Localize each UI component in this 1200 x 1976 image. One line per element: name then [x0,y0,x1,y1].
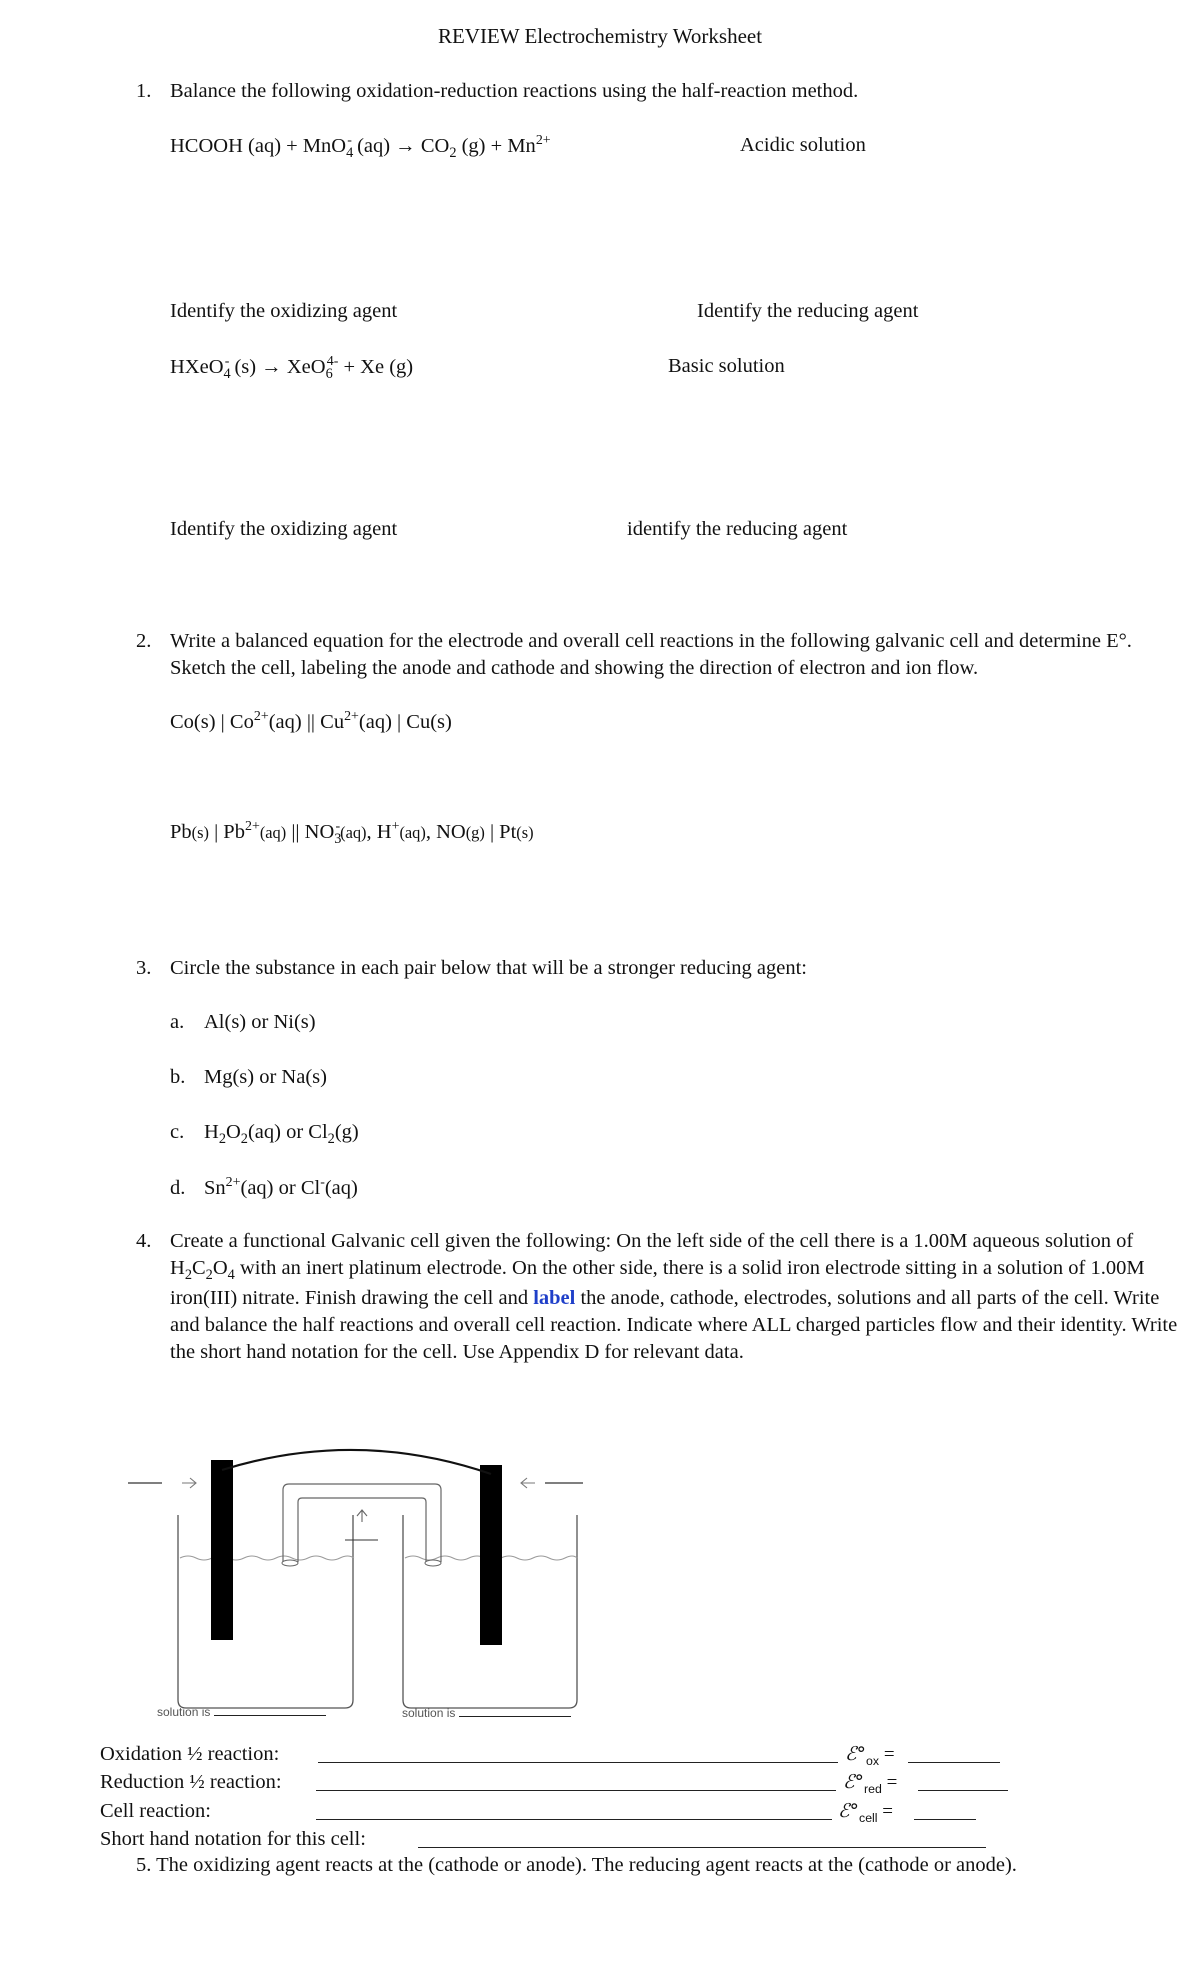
q3-prompt: 3. Circle the substance in each pair below that will be a stronger reducing agent: [136,957,807,979]
q2-prompt: Write a balanced equation for the electrode and overall cell reactions in the following galvanic cell and determine E°. Sketch the cell, labeling the anode and cathode and showing the direction of electron and ion flow. [170,630,1132,680]
galvanic-cell-diagram [120,1440,600,1725]
cell-reaction-line[interactable] [316,1819,832,1820]
right-arrow [521,1478,535,1488]
q1-prompt: 1. Balance the following oxidation-reduction reactions using the half-reaction method. [136,78,858,105]
page-title: REVIEW Electrochemistry Worksheet [437,24,763,48]
q1-reaction-a-condition: Acidic solution [740,134,866,156]
q3-item-d: d. $Sn^{2+}(aq)$ or Cl-(aq) [170,1175,358,1199]
shorthand-notation-label: Short hand notation for this cell: [100,1828,366,1850]
solution-right-label: solution is [402,1706,571,1722]
q2-number: 2. [136,630,152,652]
q2-cell-1: Co(s) | $Co^{2+}(aq)$ || $Cu^{2+}(aq)$ | Cu(s) [170,709,452,733]
q3-item-a: a. Al(s) or Ni(s) [170,1011,316,1033]
q1-reaction-b: HXeO$_4$- (s) → XeO$_6^{4-}$ + Xe (g) [170,354,414,382]
e-red-line[interactable] [918,1790,1008,1791]
external-wire [222,1450,491,1474]
e-cell-label: $ℰ^\circ_{cell}$ = [838,1800,894,1825]
solution-left-label: solution is [157,1705,326,1721]
q1-reducing-a: Identify the reducing agent [697,300,919,322]
right-electrode [480,1465,502,1645]
reduction-half-reaction-label: Reduction ½ reaction: [100,1771,282,1793]
q1-number: 1. [136,80,152,102]
bridge-arrow [357,1510,367,1522]
salt-bridge-outer [283,1484,441,1562]
q1-reaction-a: HCOOH (aq) + MnO$_4$- $(aq) \to CO_2$ $(g) + Mn^{2+}$ [170,133,551,161]
left-solution-surface [180,1556,354,1560]
cell-reaction-label: Cell reaction: [100,1800,211,1822]
q3-item-b: b. Mg(s) or Na(s) [170,1066,327,1088]
left-electrode [211,1460,233,1640]
reduction-half-reaction-line[interactable] [316,1790,836,1791]
q3-item-c: c. $H_2O_2(aq)$ or $Cl_2(g)$ [170,1121,359,1148]
q5-text: 5. The oxidizing agent reacts at the (cathode or anode). The reducing agent reacts at the (cathode or anode). [136,1854,1017,1876]
e-ox-line[interactable] [908,1762,1000,1763]
q1-oxidizing-b: Identify the oxidizing agent [170,518,398,540]
q2-cell-2: Pb(s) | $Pb^{2+}(aq)$ || $NO_3^-(aq)$, H+(aq), NO(g) | Pt(s) [170,819,534,847]
salt-bridge-inner [298,1498,426,1562]
e-ox-label: $ℰ^\circ_{ox}$ = [845,1743,895,1768]
oxidation-half-reaction-label: Oxidation ½ reaction: [100,1743,280,1765]
label-emphasis: label [533,1287,576,1310]
q1-reaction-b-condition: Basic solution [668,355,785,377]
q4-prompt: Create a functional Galvanic cell given the following: On the left side of the cell there is a 1.00M aqueous solution of $H_2C_2O_4$ with an inert platinum electrode. On the other side, there is a solid iron electrode sitting in a solution of 1.00M iron(III) nitrate. Finish drawing the cell and label the anode, cathode, electrodes, solutions and all parts of the cell. Write and balance the half reactions and overall cell reaction. Indicate where ALL charged particles flow and their identity. Write the short hand notation for the cell. Use Appendix D for relevant data. [170,1230,1178,1364]
e-red-label: $ℰ^\circ_{red}$ = [843,1771,898,1796]
q4-number: 4. [136,1230,152,1252]
oxidation-half-reaction-line[interactable] [318,1762,838,1763]
left-beaker [178,1515,353,1708]
left-arrow [182,1478,196,1488]
shorthand-notation-line[interactable] [418,1847,986,1848]
q1-reducing-b: identify the reducing agent [627,518,848,540]
q1-oxidizing-a: Identify the oxidizing agent [170,300,398,322]
e-cell-line[interactable] [914,1819,976,1820]
